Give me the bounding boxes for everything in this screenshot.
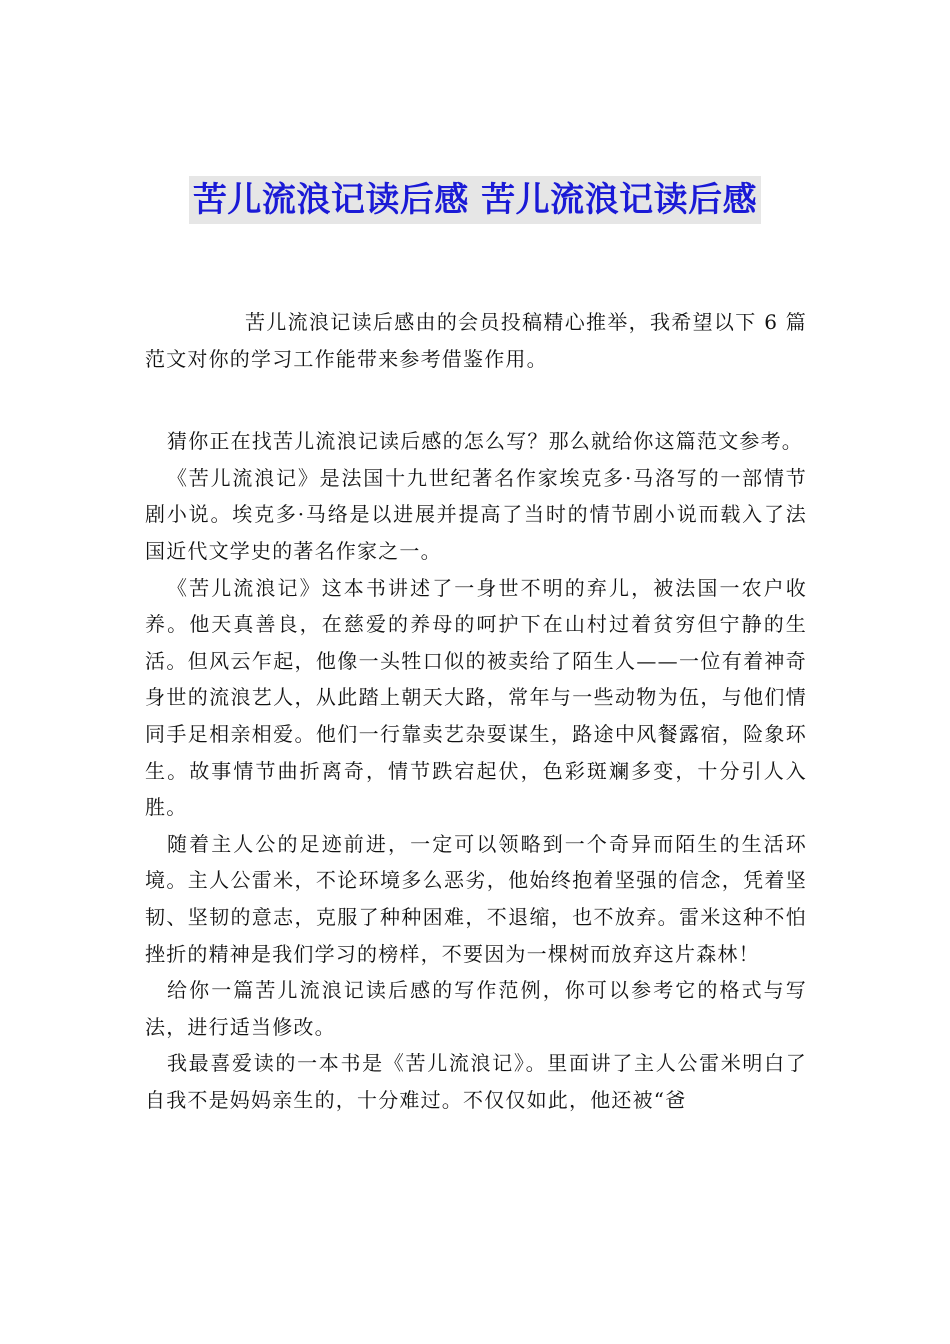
body-paragraph: 给你一篇苦儿流浪记读后感的写作范例，你可以参考它的格式与写法，进行适当修改。 [145, 978, 807, 1039]
intro-paragraph: 苦儿流浪记读后感由的会员投稿精心推举，我希望以下 6 篇范文对你的学习工作能带来参考借鉴作用。 [145, 310, 807, 371]
document-body [145, 304, 807, 1118]
paragraph-gap [145, 377, 807, 423]
body-paragraph: 随着主人公的足迹前进，一定可以领略到一个奇异而陌生的生活环境。主人公雷米，不论环境多么恶劣，他始终抱着坚强的信念，凭着坚韧、坚韧的意志，克服了种种困难，不退缩，也不放弃。雷米这种不怕挫折的精神是我们学习的榜样，不要因为一棵树而放弃这片森林！ [145, 831, 807, 966]
title-wrap [0, 176, 950, 224]
body-paragraph: 《苦儿流浪记》是法国十九世纪著名作家埃克多·马洛写的一部情节剧小说。埃克多·马络是以进展并提高了当时的情节剧小说而载入了法国近代文学史的著名作家之一。 [145, 465, 807, 563]
body-paragraph: 猜你正在找苦儿流浪记读后感的怎么写？那么就给你这篇范文参考。 [167, 429, 803, 454]
body-paragraph: 《苦儿流浪记》这本书讲述了一身世不明的弃儿，被法国一农户收养。他天真善良，在慈爱的养母的呵护下在山村过着贫穷但宁静的生活。但风云乍起，他像一头牲口似的被卖给了陌生人——一位有着神奇身世的流浪艺人，从此踏上朝天大路，常年与一些动物为伍，与他们情同手足相亲相爱。他们一行靠卖艺杂耍谋生，路途中风餐露宿，险象环生。故事情节曲折离奇，情节跌宕起伏，色彩斑斓多变，十分引人入胜。 [145, 575, 807, 820]
body-paragraph: 我最喜爱读的一本书是《苦儿流浪记》。里面讲了主人公雷米明白了自我不是妈妈亲生的，十分难过。不仅仅如此，他还被“爸 [145, 1051, 807, 1112]
document-title: 苦儿流浪记读后感 苦儿流浪记读后感 [189, 176, 761, 224]
